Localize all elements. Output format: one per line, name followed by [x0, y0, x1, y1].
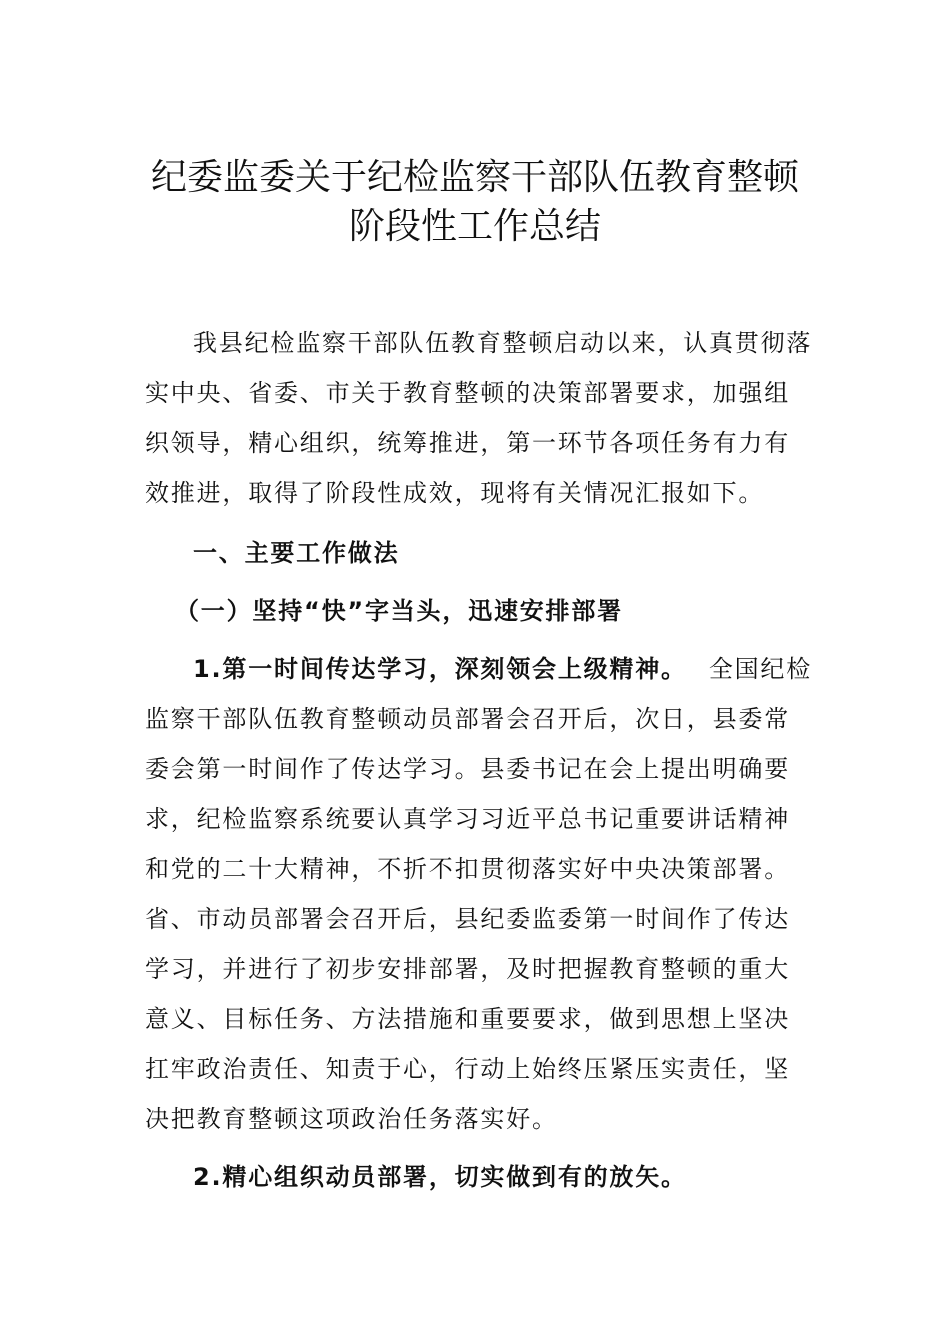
- item-1-line-10: 决把教育整顿这项政治任务落实好。: [145, 1105, 558, 1133]
- intro-line-4: 效推进，取得了阶段性成效，现将有关情况汇报如下。: [145, 479, 765, 507]
- item-2-lead: 2.精心组织动员部署，切实做到有的放矢。: [193, 1163, 687, 1191]
- item-1-line-6: 省、市动员部署会召开后，县纪委监委第一时间作了传达: [145, 905, 790, 933]
- item-1-lead: 1.第一时间传达学习，深刻领会上级精神。: [193, 655, 687, 683]
- item-1-first-line: [145, 644, 813, 694]
- document-title-line-1: 纪委监委关于纪检监察干部队伍教育整顿: [150, 157, 799, 198]
- item-1-line-3: 委会第一时间作了传达学习。县委书记在会上提出明确要: [145, 755, 790, 783]
- item-1-line-5: 和党的二十大精神，不折不扣贯彻落实好中央决策部署。: [145, 855, 790, 883]
- intro-line-1: 我县纪检监察干部队伍教育整顿启动以来，认真贯彻落: [193, 329, 813, 357]
- item-1-first-rest: 全国纪检: [708, 655, 813, 683]
- intro-line-2: 实中央、省委、市关于教育整顿的决策部署要求，加强组: [145, 379, 790, 407]
- intro-line-3: 织领导，精心组织，统筹推进，第一环节各项任务有力有: [145, 429, 790, 457]
- item-1-line-9: 扛牢政治责任、知责于心，行动上始终压紧压实责任，坚: [145, 1055, 790, 1083]
- item-1-line-7: 学习，并进行了初步安排部署，及时把握教育整顿的重大: [145, 955, 790, 983]
- item-1-line-8: 意义、目标任务、方法措施和重要要求，做到思想上坚决: [145, 1005, 790, 1033]
- subsection-heading-fast: （一）坚持“快”字当头，迅速安排部署: [175, 597, 623, 625]
- document-title-line-2: 阶段性工作总结: [348, 206, 601, 247]
- section-heading-main-work: 一、主要工作做法: [193, 539, 400, 567]
- item-1-line-2: 监察干部队伍教育整顿动员部署会召开后，次日，县委常: [145, 705, 790, 733]
- item-1-line-4: 求，纪检监察系统要认真学习习近平总书记重要讲话精神: [145, 805, 790, 833]
